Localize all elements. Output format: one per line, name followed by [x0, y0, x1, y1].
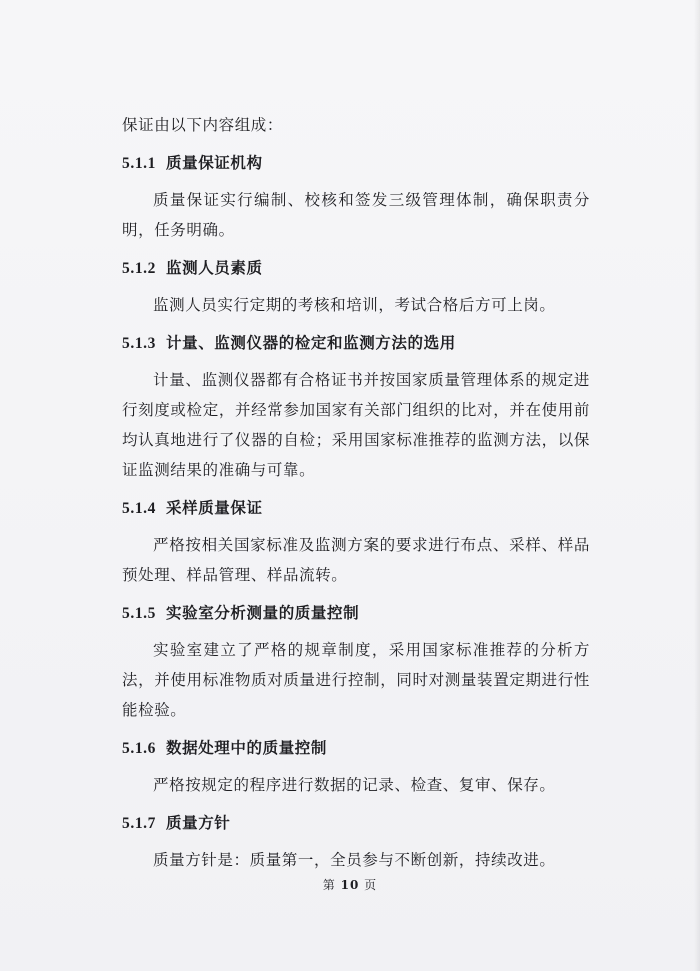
section-5-1-2: [122, 253, 590, 320]
section-title: 数据处理中的质量控制: [166, 738, 328, 757]
section-heading: [122, 148, 590, 179]
section-body: 严格按规定的程序进行数据的记录、检查、复审、保存。: [153, 776, 556, 794]
section-title: 质量方针: [166, 813, 231, 832]
section-5-1-6: [122, 733, 590, 800]
section-number: 5.1.2: [122, 260, 156, 277]
section-body: 计量、监测仪器都有合格证书并按国家质量管理体系的规定进行刻度或检定，并经常参加国家有关部门组织的比对，并在使用前均认真地进行了仪器的自检；采用国家标准推荐的监测方法，以保证监测结果的准确与可靠。: [122, 371, 590, 479]
section-body: 质量保证实行编制、校核和签发三级管理体制，确保职责分明，任务明确。: [122, 191, 590, 239]
section-5-1-1: [122, 148, 590, 245]
section-5-1-4: [122, 493, 590, 590]
intro-text: 保证由以下内容组成：: [122, 116, 284, 134]
section-heading: [122, 328, 590, 359]
section-heading: [122, 808, 590, 839]
section-title: 采样质量保证: [166, 498, 263, 517]
page-content: [122, 110, 590, 877]
section-number: 5.1.6: [122, 740, 156, 757]
section-title: 实验室分析测量的质量控制: [166, 603, 360, 622]
section-title: 质量保证机构: [166, 153, 263, 172]
page-number: 10: [340, 878, 360, 892]
section-heading: [122, 253, 590, 284]
section-number: 5.1.7: [122, 815, 156, 832]
section-number: 5.1.5: [122, 605, 156, 622]
section-title: 监测人员素质: [166, 258, 263, 277]
section-heading: [122, 733, 590, 764]
section-body: 实验室建立了严格的规章制度，采用国家标准推荐的分析方法，并使用标准物质对质量进行控制，同时对测量装置定期进行性能检验。: [122, 641, 590, 719]
section-heading: [122, 493, 590, 524]
section-number: 5.1.3: [122, 335, 156, 352]
section-number: 5.1.1: [122, 155, 156, 172]
page-prefix: 第: [322, 878, 336, 892]
section-body: 严格按相关国家标准及监测方案的要求进行布点、采样、样品预处理、样品管理、样品流转。: [122, 536, 590, 584]
section-5-1-7: [122, 808, 590, 875]
section-title: 计量、监测仪器的检定和监测方法的选用: [166, 333, 456, 352]
section-body: 监测人员实行定期的考核和培训，考试合格后方可上岗。: [153, 296, 556, 314]
page-number-footer: [0, 876, 700, 893]
section-number: 5.1.4: [122, 500, 156, 517]
section-body: 质量方针是：质量第一，全员参与不断创新，持续改进。: [153, 851, 556, 869]
section-5-1-5: [122, 598, 590, 725]
section-5-1-3: [122, 328, 590, 485]
page-suffix: 页: [364, 878, 378, 892]
section-heading: [122, 598, 590, 629]
